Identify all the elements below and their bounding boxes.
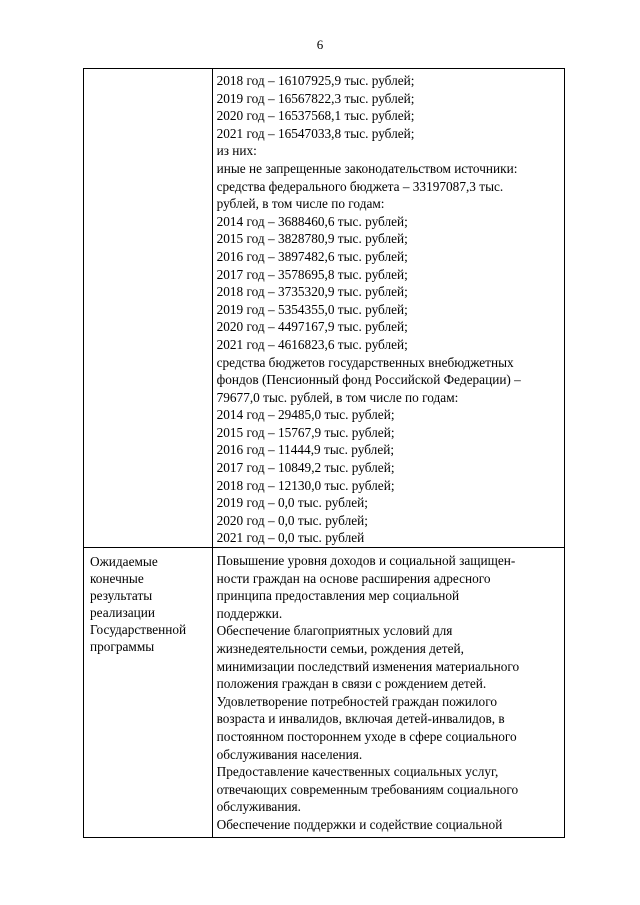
funding-line: 2019 год – 0,0 тыс. рублей; bbox=[216, 495, 368, 511]
results-line: ности граждан на основе расширения адресного bbox=[216, 570, 491, 586]
funding-line: 2014 год – 29485,0 тыс. рублей; bbox=[216, 407, 395, 423]
funding-line: 2017 год – 3578695,8 тыс. рублей; bbox=[216, 266, 408, 282]
funding-line: 2018 год – 3735320,9 тыс. рублей; bbox=[216, 284, 408, 300]
funding-line: средства бюджетов государственных внебюджетных bbox=[216, 354, 514, 370]
funding-line: 2017 год – 10849,2 тыс. рублей; bbox=[216, 460, 395, 476]
funding-line: 2021 год – 4616823,6 тыс. рублей; bbox=[216, 336, 408, 352]
funding-line: рублей, в том числе по годам: bbox=[216, 196, 385, 212]
funding-line: 2018 год – 16107925,9 тыс. рублей; bbox=[216, 73, 415, 88]
funding-content-cell bbox=[212, 69, 564, 548]
page-number: 6 bbox=[316, 37, 324, 52]
results-label-line: результаты bbox=[90, 588, 153, 604]
results-lines bbox=[213, 548, 564, 834]
results-row bbox=[84, 548, 565, 838]
results-label-line: конечные bbox=[90, 571, 144, 587]
funding-line: 2015 год – 15767,9 тыс. рублей; bbox=[216, 424, 395, 440]
passport-table bbox=[83, 68, 565, 838]
results-line: возраста и инвалидов, включая детей-инвалидов, в bbox=[216, 711, 505, 727]
results-label-cell bbox=[84, 548, 213, 838]
funding-line: средства федерального бюджета – 33197087,3 тыс. bbox=[216, 178, 504, 194]
funding-line: из них: bbox=[216, 143, 257, 159]
results-label bbox=[84, 548, 212, 655]
funding-line: 2019 год – 5354355,0 тыс. рублей; bbox=[216, 301, 408, 317]
funding-line: фондов (Пенсионный фонд Российской Федерации) – bbox=[216, 372, 521, 388]
results-line: Повышение уровня доходов и социальной защищен- bbox=[216, 553, 516, 569]
results-line: обслуживания. bbox=[216, 799, 301, 815]
funding-line: 2015 год – 3828780,9 тыс. рублей; bbox=[216, 231, 408, 247]
funding-label-cell bbox=[84, 69, 213, 548]
results-line: Обеспечение благоприятных условий для bbox=[216, 623, 453, 639]
results-label-line: реализации bbox=[90, 605, 155, 621]
funding-label bbox=[84, 69, 212, 74]
funding-line: 2021 год – 16547033,8 тыс. рублей; bbox=[216, 125, 415, 141]
results-line: минимизации последствий изменения материального bbox=[216, 658, 520, 674]
results-line: обслуживания населения. bbox=[216, 746, 363, 762]
funding-lines bbox=[213, 69, 564, 547]
results-line: Удовлетворение потребностей граждан пожилого bbox=[216, 693, 497, 709]
results-line: поддержки. bbox=[216, 605, 283, 621]
results-line: положения граждан в связи с рождением детей. bbox=[216, 676, 487, 692]
results-label-line: программы bbox=[90, 639, 155, 655]
funding-line: 2020 год – 0,0 тыс. рублей; bbox=[216, 512, 368, 528]
funding-line: 2016 год – 3897482,6 тыс. рублей; bbox=[216, 248, 408, 264]
funding-line: 2020 год – 4497167,9 тыс. рублей; bbox=[216, 319, 408, 335]
results-line: жизнедеятельности семьи, рождения детей, bbox=[216, 641, 464, 656]
results-line: принципа предоставления мер социальной bbox=[216, 588, 460, 604]
funding-line: 2019 год – 16567822,3 тыс. рублей; bbox=[216, 90, 415, 106]
funding-line: 79677,0 тыс. рублей, в том числе по годам: bbox=[216, 389, 459, 405]
funding-line: 2016 год – 11444,9 тыс. рублей; bbox=[216, 442, 395, 458]
results-line: Предоставление качественных социальных услуг, bbox=[216, 764, 499, 780]
results-label-line: Ожидаемые bbox=[90, 554, 158, 570]
funding-row bbox=[84, 69, 565, 548]
results-line: отвечающих современным требованиям социального bbox=[216, 781, 519, 797]
results-line: Обеспечение поддержки и содействие социальной bbox=[216, 816, 503, 832]
results-content-cell bbox=[212, 548, 564, 838]
funding-line: 2020 год – 16537568,1 тыс. рублей; bbox=[216, 108, 415, 124]
funding-line: 2014 год – 3688460,6 тыс. рублей; bbox=[216, 213, 408, 229]
results-line: постоянном постороннем уходе в сфере социального bbox=[216, 728, 517, 744]
funding-line: 2018 год – 12130,0 тыс. рублей; bbox=[216, 477, 395, 493]
funding-line: иные не запрещенные законодательством источники: bbox=[216, 160, 518, 176]
results-label-line: Государственной bbox=[90, 622, 187, 638]
funding-line: 2021 год – 0,0 тыс. рублей bbox=[216, 530, 365, 546]
